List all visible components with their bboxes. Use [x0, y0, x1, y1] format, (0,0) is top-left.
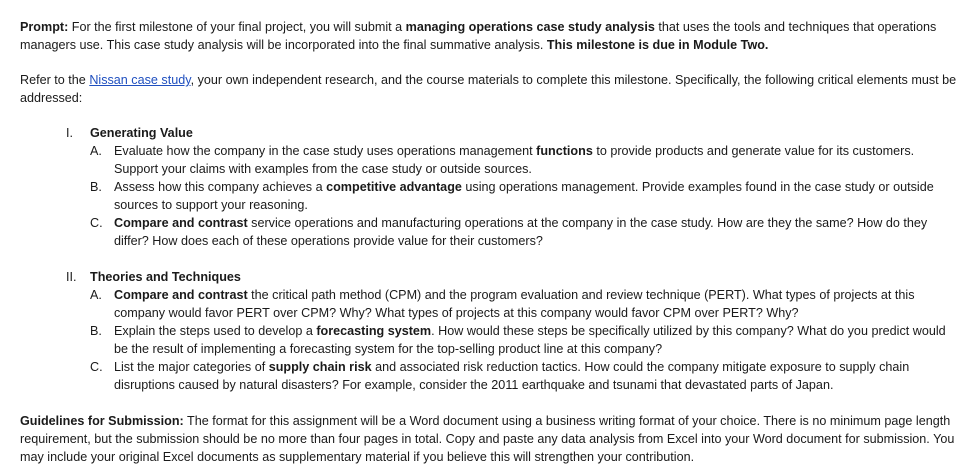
prompt-paragraph	[20, 18, 960, 54]
refer-text-2: , your own independent research, and the course materials to complete this milestone. Specifically, the following critical elements must be addressed:	[20, 73, 957, 105]
item-letter: C.	[90, 360, 103, 374]
list-item	[90, 142, 960, 178]
item-letter: A.	[90, 288, 102, 302]
list-item	[90, 214, 960, 250]
refer-text-1: Refer to the	[20, 73, 90, 87]
guidelines-paragraph	[20, 412, 960, 466]
item-text: Assess how this company achieves a competitive advantage using operations management. Provide examples found in the case study or outside sources to support your reasoning.	[114, 180, 934, 212]
prompt-bold-2: This milestone is due in Module Two.	[546, 38, 769, 52]
spacer	[20, 250, 960, 268]
list-item	[90, 358, 960, 394]
section-heading	[66, 268, 960, 286]
item-letter: B.	[90, 180, 102, 194]
section-number: I.	[66, 126, 73, 140]
nissan-case-study-link[interactable]: Nissan case study	[89, 73, 191, 87]
item-letter: B.	[90, 324, 102, 338]
section-number: II.	[66, 270, 77, 284]
section-title: Generating Value	[90, 126, 193, 140]
item-text: Compare and contrast service operations and manufacturing operations at the company in the case study. How are they the same? How do they differ? How does each of these operations provide value for their customers?	[114, 216, 928, 248]
item-text: Evaluate how the company in the case study uses operations management functions to provide products and generate value for its customers. Support your claims with examples from the case study or outside sources.	[114, 144, 915, 176]
section-title: Theories and Techniques	[90, 270, 241, 284]
item-text: Explain the steps used to develop a forecasting system. How would these steps be specifically utilized by this company? What do you predict would be the result of implementing a forecasting system for the top-selling product line at this company?	[114, 324, 946, 356]
section-heading	[66, 124, 960, 142]
list-item	[90, 322, 960, 358]
guidelines-text: The format for this assignment will be a Word document using a business writing format of your choice. There is no minimum page length requirement, but the submission should be no more than four pages in total. Copy and paste any data analysis from Excel into your Word document for submission. You may include your original Excel documents as supplementary material if you believe this will strengthen your contribution.	[20, 414, 955, 464]
section-theories-techniques	[66, 268, 960, 394]
guidelines-label: Guidelines for Submission:	[20, 414, 184, 428]
item-text: List the major categories of supply chain risk and associated risk reduction tactics. How could the company mitigate exposure to supply chain disruptions caused by natural disasters? For example, consider the 2011 earthquake and tsunami that devastated parts of Japan.	[114, 360, 910, 392]
item-letter: C.	[90, 216, 103, 230]
item-text: Compare and contrast the critical path method (CPM) and the program evaluation and review technique (PERT). What types of projects at this company would favor PERT over CPM? Why? What types of projects at this company would favor CPM over PERT? Why?	[114, 288, 915, 320]
prompt-bold-1: managing operations case study analysis	[405, 20, 655, 34]
prompt-label: Prompt:	[20, 20, 69, 34]
prompt-text-2: that uses the tools and techniques that operations managers use. This case study analysis will be incorporated into the final summative analysis.	[20, 20, 937, 52]
list-item	[90, 178, 960, 214]
list-item	[90, 286, 960, 322]
prompt-text-1: For the first milestone of your final project, you will submit a	[68, 20, 406, 34]
spacer	[20, 394, 960, 412]
refer-paragraph	[20, 71, 960, 107]
section-generating-value	[66, 124, 960, 250]
item-letter: A.	[90, 144, 102, 158]
